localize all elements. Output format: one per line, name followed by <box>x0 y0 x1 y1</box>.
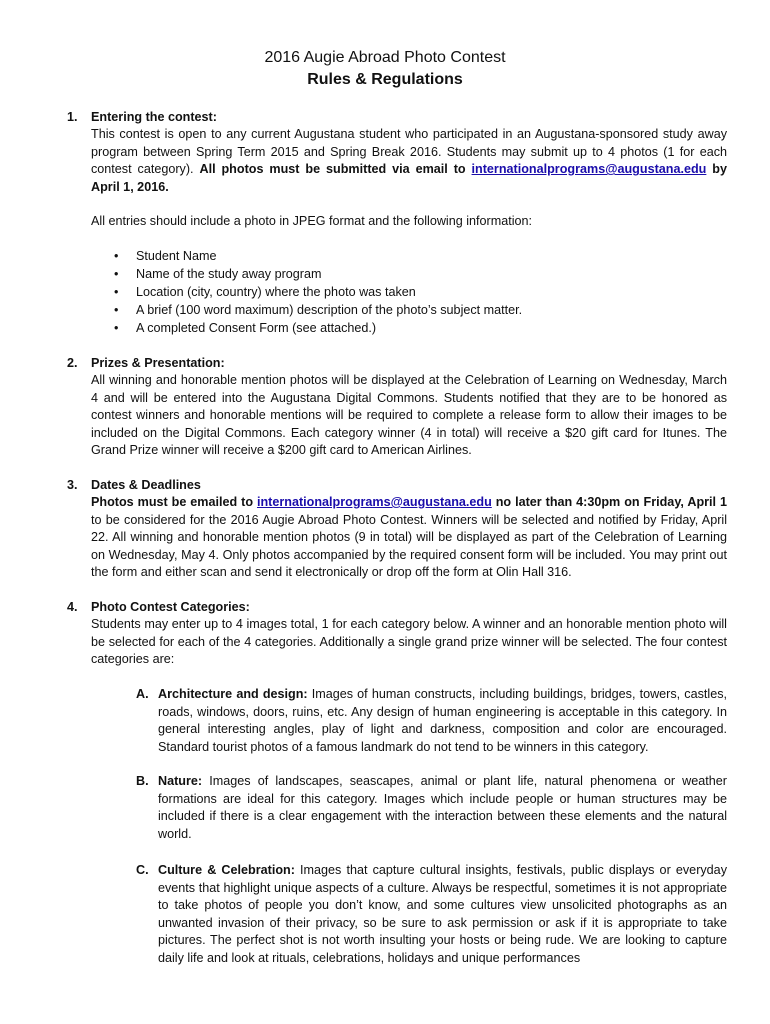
section-1-heading: Entering the contest: <box>91 110 217 124</box>
document-subtitle: Rules & Regulations <box>307 71 463 88</box>
section-1-bold-post: by April 1, 2016. <box>91 162 727 194</box>
list-item: • Student Name <box>112 248 522 266</box>
category-a-body <box>158 686 727 756</box>
category-c-body <box>158 862 727 968</box>
section-3-bold-post: no later than 4:30pm on Friday, April 1 <box>491 495 727 509</box>
category-b-text: Images of landscapes, seascapes, animal or plant life, natural phenomena or weather formations are ideal for this category. Images which include people or human structures may be included if there is a clear engagement with the interaction between these elements and the natural world. <box>158 774 727 841</box>
section-1-text: This contest is open to any current Augustana student who participated in an Augustana-sponsored study away program between Spring Term 2015 and Spring Break 2016. Students may submit up to 4 photos (1 for each contest category). <box>91 127 727 177</box>
section-1-bold-pre: All photos must be submitted via email to <box>199 162 472 177</box>
category-b-body <box>158 773 727 843</box>
section-1-number: 1. <box>67 110 78 124</box>
section-3-heading: Dates & Deadlines <box>91 478 201 492</box>
section-3-text: to be considered for the 2016 Augie Abroad Photo Contest. Winners will be selected and notified by Friday, April 22. All winning and honorable mention photos (9 in total) will be displayed as part of the Celebration of Learning on Wednesday, May 4. Only photos accompanied by the required consent form will be included. You may print out the form and either scan and send it electronically or drop off the form at Olin Hall 316. <box>91 512 727 580</box>
section-1-body <box>91 126 727 196</box>
section-3-bold-pre: Photos must be emailed to <box>91 495 257 509</box>
section-2-heading: Prizes & Presentation: <box>91 356 225 370</box>
email-link[interactable]: internationalprograms@augustana.edu <box>471 162 707 177</box>
category-c-letter: C. <box>136 863 149 877</box>
category-b-letter: B. <box>136 774 149 788</box>
list-item: • A completed Consent Form (see attached.) <box>112 320 522 338</box>
section-4-number: 4. <box>67 600 78 614</box>
list-item: • Location (city, country) where the photo was taken <box>112 284 522 302</box>
list-item: • A brief (100 word maximum) description of the photo’s subject matter. <box>112 302 522 320</box>
email-link[interactable]: internationalprograms@augustana.edu <box>256 495 492 509</box>
category-a-text: Images of human constructs, including buildings, bridges, towers, castles, roads, windows, doors, ruins, etc. Any design of human engineering is acceptable in this category. In general interesting angles, play of light and darkness, composition and color are encouraged. Standard tourist photos of a famous landmark do not tend to be winners in this category. <box>158 687 728 754</box>
category-b-name: Nature: <box>158 774 203 788</box>
section-4-body: Students may enter up to 4 images total, 1 for each category below. A winner and an honorable mention photo will be selected for each of the 4 categories. Additionally a single grand prize winner will be selected. The four contest categories are: <box>91 617 727 667</box>
section-2-number: 2. <box>67 356 78 370</box>
category-c-text: Images that capture cultural insights, festivals, public displays or everyday events that highlight unique aspects of a culture. Always be respectful, sometimes it is not appropriate to take photos of people you don’t know, and some cultures view unsolicited photographs as an unwanted invasion of their privacy, so be sure to ask permission or ask if it is appropriate to take pictures. The perfect shot is not worth insulting your hosts or being rude. We are looking to capture daily life and look at rituals, celebrations, holidays and unique performances <box>158 863 727 965</box>
category-c-name: Culture & Celebration: <box>158 863 295 877</box>
category-a-letter: A. <box>136 687 149 701</box>
document-title: 2016 Augie Abroad Photo Contest <box>264 49 506 66</box>
section-2-body: All winning and honorable mention photos will be displayed at the Celebration of Learning on Wednesday, March 4 and will be entered into the Augustana Digital Commons. Students notified that they are to be honored as contest winners and honorable mentions will be required to complete a release form to allow their images to be included on the Digital Commons. Each category winner (4 in total) will receive a $20 gift card for Itunes. The Grand Prize winner will receive a $200 gift card to American Airlines. <box>91 373 727 458</box>
list-item: • Name of the study away program <box>112 266 522 284</box>
entry-requirements-list <box>112 248 522 338</box>
section-3-number: 3. <box>67 478 78 492</box>
section-4-heading: Photo Contest Categories: <box>91 600 250 614</box>
section-3-body <box>91 494 727 582</box>
category-a-name: Architecture and design: <box>158 687 308 701</box>
entries-intro: All entries should include a photo in JPEG format and the following information: <box>91 214 533 228</box>
